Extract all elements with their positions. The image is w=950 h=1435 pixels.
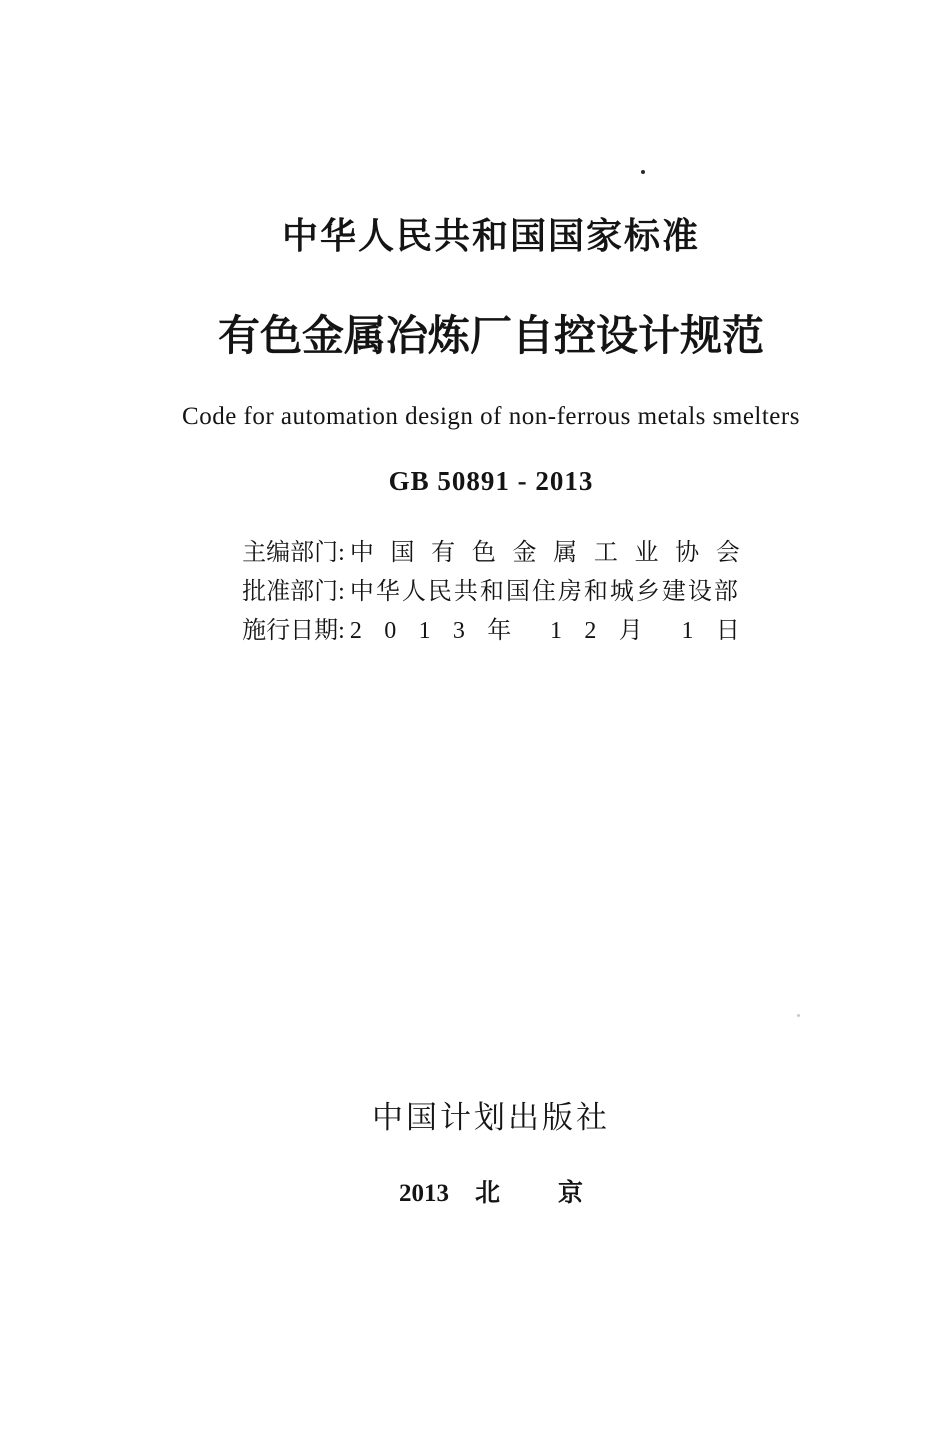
chief-editor-row xyxy=(242,534,740,573)
edition-line xyxy=(16,1179,950,1209)
approval-department-row xyxy=(242,573,740,612)
standard-title-english: Code for automation design of non-ferrous metals smelters xyxy=(182,403,800,430)
standard-code: GB 50891 - 2013 xyxy=(388,466,594,496)
edition-city-char-second: 京 xyxy=(558,1180,584,1207)
publisher-name: 中国计划出版社 xyxy=(372,1100,610,1135)
scan-artifact-dot-top xyxy=(641,170,645,174)
approval-department-label: 批准部门: xyxy=(242,579,345,605)
publication-info xyxy=(242,534,740,651)
effective-date-row xyxy=(242,612,740,651)
effective-date-value: 2 0 1 3 年 1 2 月 1 日 xyxy=(349,618,740,644)
chief-editor-value: 中 国 有 色 金 属 工 业 协 会 xyxy=(349,540,740,566)
approval-department-value: 中华人民共和国住房和城乡建设部 xyxy=(349,579,740,605)
effective-date-label: 施行日期: xyxy=(242,618,345,644)
chief-editor-label: 主编部门: xyxy=(242,540,345,566)
edition-year: 2013 xyxy=(398,1180,449,1207)
standard-title-chinese: 有色金属冶炼厂自控设计规范 xyxy=(217,314,764,360)
national-standard-header: 中华人民共和国国家标准 xyxy=(281,215,700,256)
edition-city-char-first: 北 xyxy=(474,1180,500,1207)
scan-artifact-dot-middle xyxy=(797,1014,800,1017)
